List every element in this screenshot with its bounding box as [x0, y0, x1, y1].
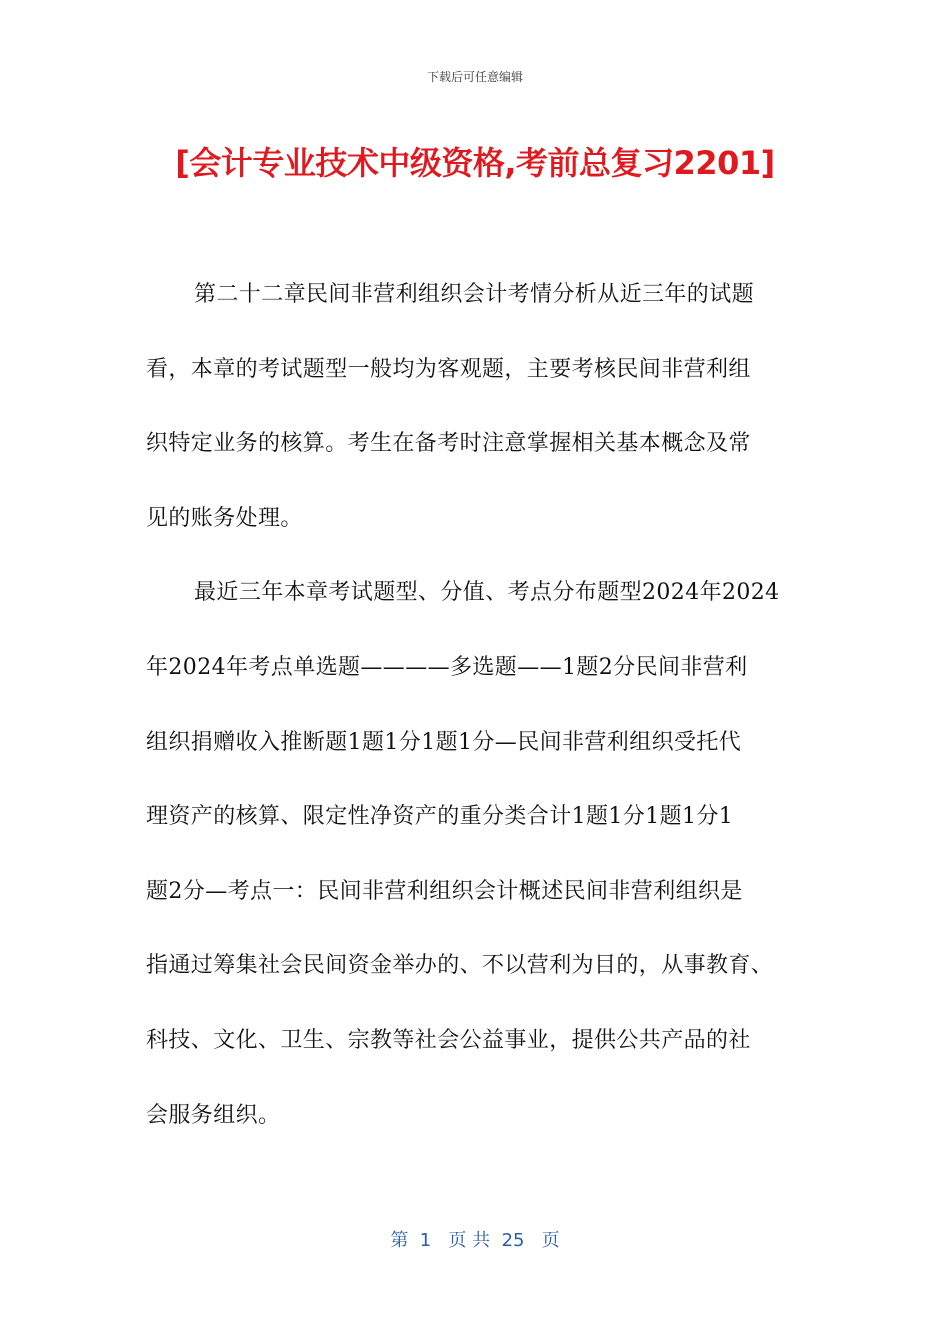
paragraph-2-line-8: 会服务组织。: [146, 1102, 281, 1128]
paragraph-1-line-4: 见的账务处理。: [146, 505, 303, 531]
paragraph-1-line-2: 看，本章的考试题型一般均为客观题，主要考核民间非营利组: [146, 356, 751, 382]
page-number-footer: 第 1 页 共 25 页: [390, 1230, 560, 1251]
paragraph-1-line-1: 第二十二章民间非营利组织会计考情分析从近三年的试题: [194, 282, 755, 307]
document-body: [146, 273, 806, 1168]
paragraph-2-line-4: 理资产的核算、限定性净资产的重分类合计1题1分1题1分1: [146, 804, 734, 830]
header-note: 下载后可任意编辑: [426, 70, 523, 84]
paragraph-2-line-2: 年2024年考点单选题————多选题——1题2分民间非营利: [146, 654, 748, 680]
paragraph-2-line-1: 最近三年本章考试题型、分值、考点分布题型2024年2024: [194, 580, 780, 606]
paragraph-2-line-6: 指通过筹集社会民间资金举办的、不以营利为目的，从事教育、: [146, 953, 774, 979]
paragraph-1-line-3: 织特定业务的核算。考生在备考时注意掌握相关基本概念及常: [146, 431, 751, 457]
paragraph-2-line-7: 科技、文化、卫生、宗教等社会公益事业，提供公共产品的社: [146, 1027, 751, 1053]
paragraph-2-line-3: 组织捐赠收入推断题1题1分1题1分—民间非营利组织受托代: [146, 729, 742, 755]
document-title: [会计专业技术中级资格,考前总复习2201]: [175, 144, 775, 182]
paragraph-2-line-5: 题2分—考点一：民间非营利组织会计概述民间非营利组织是: [146, 878, 743, 904]
